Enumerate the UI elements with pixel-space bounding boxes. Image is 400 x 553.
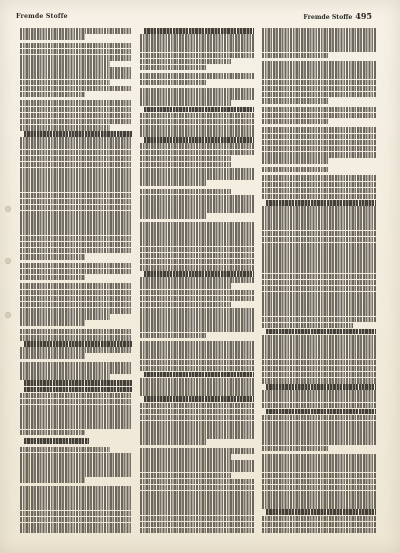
text-line — [20, 308, 132, 314]
text-line — [262, 267, 376, 273]
text-line — [20, 248, 132, 254]
text-line — [262, 491, 376, 497]
text-line — [262, 67, 376, 73]
text-line — [262, 80, 376, 86]
text-line — [140, 143, 254, 149]
text-line — [20, 67, 132, 73]
text-line — [262, 304, 376, 310]
text-line — [262, 497, 376, 503]
text-line — [20, 193, 132, 199]
text-line — [20, 498, 132, 504]
text-line — [262, 107, 376, 113]
text-line — [262, 427, 376, 433]
text-line — [140, 415, 254, 421]
text-column-middle — [140, 28, 254, 533]
text-line — [140, 174, 254, 180]
text-line — [262, 516, 376, 522]
text-line — [24, 131, 132, 137]
text-line — [140, 433, 254, 439]
text-line — [262, 28, 376, 34]
text-line — [140, 88, 254, 94]
text-line — [140, 34, 254, 40]
text-line — [140, 222, 254, 228]
running-head-left: Fremde Stoffe — [16, 13, 68, 20]
text-line — [20, 517, 132, 523]
text-line — [140, 73, 254, 79]
text-line — [20, 86, 132, 92]
text-line — [20, 399, 132, 405]
text-line — [20, 199, 132, 205]
text-line — [20, 314, 110, 320]
text-line — [20, 362, 132, 368]
text-line — [140, 528, 254, 533]
text-line — [20, 423, 132, 429]
text-line — [20, 329, 132, 335]
text-line — [140, 189, 231, 195]
text-line — [20, 217, 132, 223]
text-line — [262, 378, 376, 384]
text-line — [20, 73, 132, 79]
text-line — [20, 119, 132, 125]
text-line — [262, 466, 376, 472]
text-line — [20, 137, 132, 143]
text-line — [20, 335, 132, 341]
text-line — [262, 360, 376, 366]
text-line — [140, 259, 254, 265]
text-line — [266, 509, 376, 515]
text-line — [262, 396, 376, 402]
text-line — [144, 28, 254, 34]
text-line — [262, 454, 376, 460]
text-line — [20, 125, 110, 131]
text-line — [140, 460, 254, 466]
text-line — [262, 261, 376, 267]
text-line — [140, 384, 254, 390]
text-line — [140, 131, 254, 137]
text-line — [140, 366, 254, 372]
running-head-title: Fremde Stoffe — [303, 14, 353, 21]
text-line — [262, 280, 376, 286]
text-line — [140, 353, 254, 359]
text-line — [20, 302, 132, 308]
text-line — [140, 201, 254, 207]
text-line — [20, 205, 132, 211]
text-line — [20, 275, 85, 281]
text-line — [140, 314, 254, 320]
text-line — [140, 409, 254, 415]
text-line — [262, 274, 376, 280]
text-line — [140, 403, 254, 409]
text-line — [20, 55, 132, 61]
text-line — [140, 302, 231, 308]
text-line — [20, 465, 132, 471]
text-line — [140, 454, 231, 460]
text-line — [20, 486, 132, 492]
text-line — [20, 290, 132, 296]
text-line — [20, 254, 85, 260]
text-line — [20, 236, 132, 242]
text-line — [20, 34, 85, 40]
text-line — [262, 460, 376, 466]
text-line — [262, 194, 376, 200]
text-line — [262, 92, 376, 98]
text-line — [262, 433, 376, 439]
text-line — [262, 113, 376, 119]
text-line — [144, 372, 254, 378]
text-line — [140, 125, 254, 131]
text-line — [140, 283, 231, 289]
punch-hole — [5, 258, 11, 264]
text-line — [20, 320, 85, 326]
text-line — [262, 73, 376, 79]
text-line — [20, 180, 132, 186]
text-line — [20, 150, 132, 156]
text-line — [262, 140, 376, 146]
text-line — [262, 415, 376, 421]
text-line — [20, 168, 132, 174]
text-line — [20, 417, 132, 423]
text-line — [20, 49, 132, 55]
text-line — [262, 34, 376, 40]
text-line — [140, 228, 254, 234]
text-line — [20, 211, 132, 217]
text-line — [262, 127, 376, 133]
text-line — [262, 53, 328, 59]
text-line — [262, 231, 376, 237]
text-line — [140, 479, 254, 485]
text-line — [262, 446, 328, 452]
text-line — [140, 360, 254, 366]
text-line — [140, 156, 231, 162]
text-line — [262, 212, 376, 218]
text-line — [262, 390, 376, 396]
text-line — [20, 269, 132, 275]
text-line — [262, 522, 376, 528]
text-line — [20, 459, 132, 465]
text-line — [140, 253, 254, 259]
page-number: 495 — [355, 11, 372, 21]
text-line — [262, 40, 376, 46]
punch-hole — [5, 206, 11, 212]
text-line — [140, 473, 231, 479]
text-line — [262, 224, 376, 230]
text-line — [262, 86, 376, 92]
text-line — [140, 247, 254, 253]
text-line — [140, 53, 254, 59]
text-line — [140, 168, 254, 174]
text-line — [20, 296, 132, 302]
text-line — [20, 393, 132, 399]
text-line — [140, 277, 254, 283]
text-line — [262, 473, 376, 479]
text-line — [24, 438, 89, 444]
text-line — [20, 347, 132, 353]
text-line — [262, 46, 376, 52]
text-line — [20, 368, 132, 374]
text-line — [20, 156, 132, 162]
text-line — [140, 59, 231, 65]
text-line — [20, 453, 132, 459]
text-line — [140, 162, 231, 168]
text-line — [20, 447, 110, 453]
text-line — [262, 403, 376, 409]
text-line — [20, 477, 85, 483]
text-line — [262, 182, 376, 188]
text-line — [140, 509, 254, 515]
text-line — [20, 186, 132, 192]
text-line — [140, 65, 206, 71]
text-line — [20, 374, 110, 380]
text-line — [140, 439, 206, 445]
text-line — [140, 320, 254, 326]
text-line — [140, 522, 254, 528]
text-line — [262, 152, 376, 158]
text-line — [140, 333, 206, 339]
text-line — [140, 308, 254, 314]
text-line — [262, 528, 376, 533]
text-line — [20, 283, 132, 289]
text-line — [262, 372, 376, 378]
text-line — [20, 430, 85, 436]
text-line — [20, 523, 132, 529]
text-line — [20, 61, 110, 67]
text-line — [140, 40, 254, 46]
text-line — [140, 207, 254, 213]
text-line — [140, 150, 254, 156]
text-line — [20, 113, 132, 119]
text-line — [20, 223, 132, 229]
text-line — [262, 146, 376, 152]
punch-hole — [5, 312, 11, 318]
text-line — [262, 317, 376, 323]
text-line — [262, 439, 376, 445]
text-line — [140, 80, 206, 86]
text-line — [140, 46, 254, 52]
text-line — [140, 326, 254, 332]
text-line — [262, 134, 376, 140]
text-line — [20, 405, 132, 411]
text-line — [140, 195, 254, 201]
text-line — [20, 162, 132, 168]
text-line — [266, 384, 376, 390]
text-line — [262, 206, 376, 212]
text-line — [20, 504, 132, 510]
text-line — [140, 234, 254, 240]
text-line — [20, 353, 85, 359]
text-line — [140, 119, 254, 125]
text-line — [262, 158, 328, 164]
text-line — [262, 292, 376, 298]
text-line — [262, 341, 376, 347]
text-line — [140, 390, 254, 396]
text-line — [140, 240, 254, 246]
text-line — [140, 497, 254, 503]
text-line — [20, 242, 132, 248]
text-line — [144, 271, 254, 277]
text-line — [140, 341, 254, 347]
text-line — [144, 137, 254, 143]
text-line — [262, 249, 376, 255]
text-line — [20, 92, 85, 98]
text-line — [20, 229, 132, 235]
text-line — [140, 503, 254, 509]
text-line — [140, 466, 254, 472]
text-line — [24, 380, 132, 386]
text-line — [262, 366, 376, 372]
text-line — [140, 485, 254, 491]
text-line — [262, 237, 376, 243]
text-line — [262, 119, 328, 125]
text-line — [140, 296, 254, 302]
text-column-right — [262, 28, 376, 533]
text-line — [262, 479, 376, 485]
text-line — [20, 411, 132, 417]
text-line — [140, 378, 254, 384]
text-line — [262, 175, 376, 181]
text-line — [20, 492, 132, 498]
text-line — [20, 143, 132, 149]
text-line — [24, 341, 132, 347]
text-line — [262, 310, 376, 316]
text-line — [262, 286, 376, 292]
text-line — [24, 387, 132, 393]
text-line — [262, 167, 328, 173]
text-line — [140, 113, 254, 119]
text-line — [140, 180, 206, 186]
text-line — [262, 485, 376, 491]
text-line — [262, 298, 376, 304]
text-line — [20, 28, 132, 34]
text-line — [262, 347, 376, 353]
text-line — [262, 188, 376, 194]
text-line — [266, 409, 376, 415]
text-line — [140, 94, 254, 100]
text-line — [144, 107, 254, 113]
text-line — [266, 329, 376, 335]
text-line — [266, 200, 376, 206]
text-line — [140, 427, 254, 433]
text-line — [262, 323, 353, 329]
text-line — [262, 255, 376, 261]
text-line — [262, 61, 376, 67]
text-line — [140, 421, 254, 427]
text-line — [20, 511, 132, 517]
text-line — [20, 80, 110, 86]
text-line — [262, 503, 376, 509]
text-line — [20, 100, 132, 106]
text-line — [20, 43, 132, 49]
text-line — [262, 98, 328, 104]
text-line — [20, 107, 132, 113]
text-line — [140, 516, 254, 522]
text-line — [140, 347, 254, 353]
text-line — [262, 243, 376, 249]
text-line — [140, 290, 254, 296]
text-line — [262, 353, 376, 359]
text-line — [262, 218, 376, 224]
text-line — [140, 213, 206, 219]
text-line — [20, 471, 132, 477]
text-line — [20, 174, 132, 180]
text-line — [140, 448, 254, 454]
text-line — [144, 396, 254, 402]
text-line — [262, 335, 376, 341]
text-line — [140, 100, 231, 106]
text-column-left — [20, 28, 132, 533]
running-head-right — [303, 11, 372, 21]
text-line — [262, 421, 376, 427]
text-line — [140, 265, 254, 271]
text-line — [20, 263, 132, 269]
text-line — [140, 491, 254, 497]
text-line — [20, 529, 132, 533]
